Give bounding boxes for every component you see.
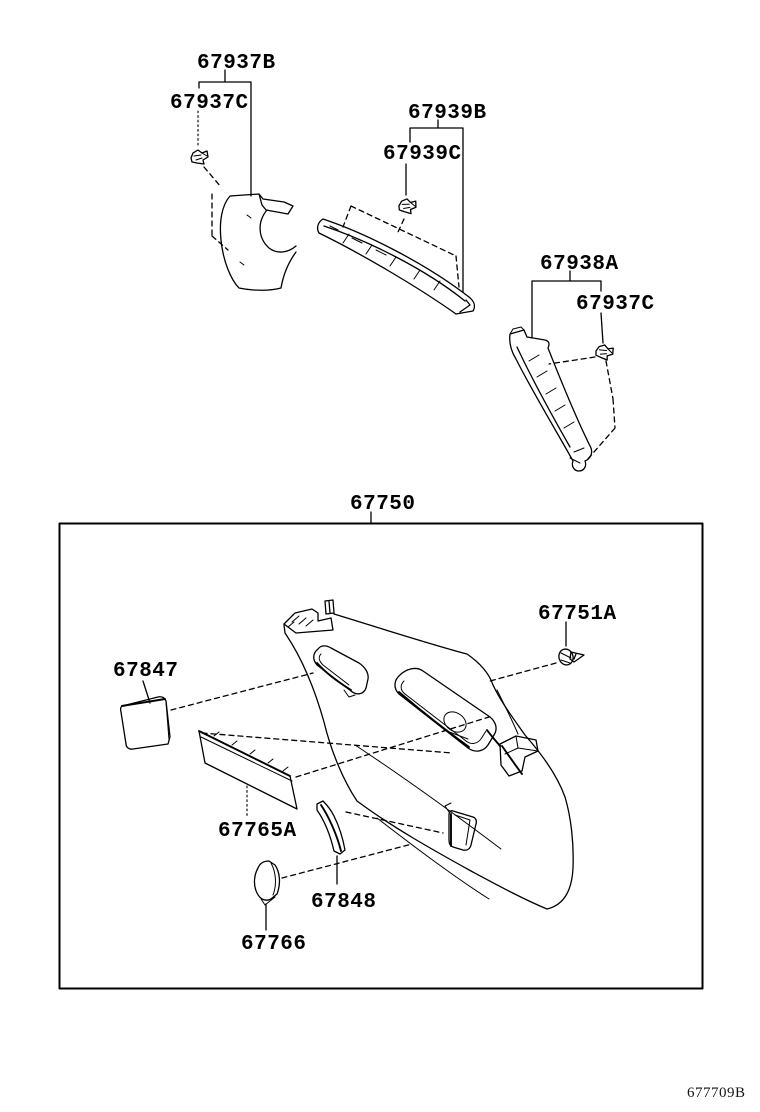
- part-label-67937C-right[interactable]: 67937C: [576, 293, 655, 316]
- leader-67939C: [343, 164, 459, 287]
- clip-67939C-glyph: [398, 198, 417, 214]
- part-67939B-drawing: [318, 219, 475, 314]
- part-67765A-drawing: [199, 731, 297, 817]
- assembly-boundary-box: [60, 524, 703, 989]
- panel-67750-drawing: [284, 600, 573, 909]
- attachment-dashed-leaders: [171, 673, 489, 878]
- clip-67751A-glyph: [557, 647, 584, 667]
- diagram-code: 677709B: [687, 1085, 746, 1101]
- part-label-67938A[interactable]: 67938A: [540, 253, 619, 276]
- part-label-67937C-top[interactable]: 67937C: [170, 92, 249, 115]
- callout-lines-67937B: [199, 70, 251, 196]
- part-67848-drawing: [317, 801, 345, 884]
- part-67937B-drawing: [220, 194, 296, 290]
- leader-67751A: [490, 622, 566, 681]
- leader-67937C-top: [198, 111, 228, 250]
- clip-67937C-top-glyph: [191, 150, 208, 164]
- part-label-67848[interactable]: 67848: [311, 891, 377, 914]
- part-67847-drawing: [121, 681, 170, 749]
- part-label-67937B[interactable]: 67937B: [197, 52, 276, 75]
- part-label-67766[interactable]: 67766: [241, 933, 307, 956]
- part-label-67939B[interactable]: 67939B: [408, 102, 487, 125]
- clip-67937C-right-glyph: [595, 343, 615, 361]
- part-label-67847[interactable]: 67847: [113, 660, 179, 683]
- part-67766-drawing: [254, 861, 279, 930]
- part-label-67939C[interactable]: 67939C: [383, 143, 462, 166]
- part-67938A-drawing: [510, 327, 592, 471]
- part-label-67765A[interactable]: 67765A: [218, 820, 297, 843]
- part-label-67750[interactable]: 67750: [350, 493, 416, 516]
- part-label-67751A[interactable]: 67751A: [538, 603, 617, 626]
